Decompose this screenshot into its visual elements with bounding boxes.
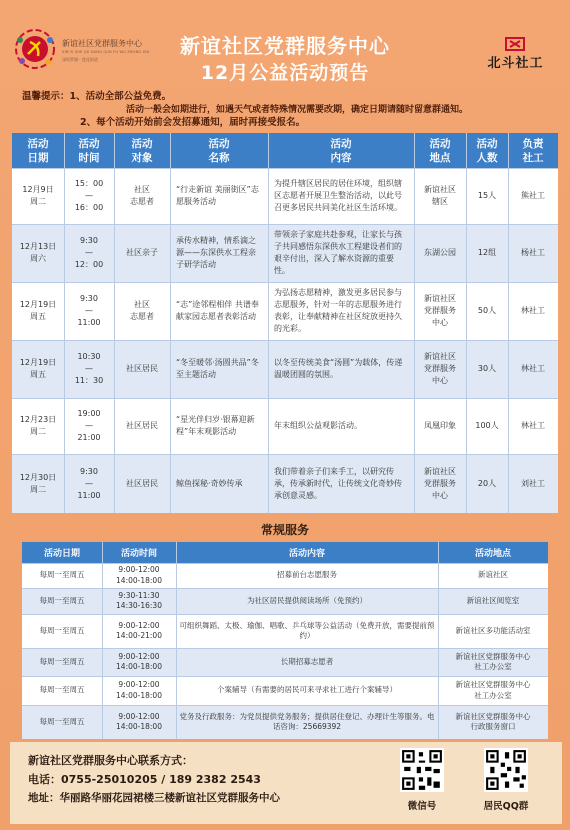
activities-table-header	[12, 133, 558, 168]
regular-cell-location: 新谊社区党群服务中心 行政服务窗口	[455, 711, 531, 731]
activities-header-time: 活动 时间	[78, 137, 100, 164]
activity-cell-content: 年末组织公益观影活动。	[274, 421, 362, 430]
activity-cell-content: 为提升辖区居民的居住环境，组织辖区志愿者开展卫生整治活动，以此号召更多居民共同美化社区生活环境。	[274, 179, 402, 212]
activity-cell-social-worker: 熊社工	[521, 191, 545, 200]
contact-title: 新谊社区党群服务中心联系方式：	[28, 754, 193, 767]
activity-cell-name: 承传水精神，情系滴之源——东深供水工程亲子研学活动	[176, 236, 256, 269]
org-pinyin: XIN YI SHE QU DANG QUN FU WU ZHONG XIN	[62, 50, 150, 54]
activity-cell-date: 12月30日 周二	[19, 472, 57, 494]
regular-cell-location: 新谊社区党群服务中心 社工办公室	[455, 680, 531, 700]
table-row	[22, 563, 548, 588]
regular-header-content: 活动内容	[288, 549, 325, 559]
activity-cell-location: 东湖公园	[424, 248, 456, 257]
activity-cell-date: 12月13日 周六	[19, 242, 57, 263]
notice-line-3: 2、每个活动开始前会发招募通知，届时再接受报名。	[80, 117, 306, 128]
activity-cell-location: 新谊社区 党群服务 中心	[424, 466, 456, 500]
org-name: 新谊社区党群服务中心	[62, 39, 142, 48]
regular-cell-time: 9:00-12:00 14:00-18:00	[116, 651, 162, 671]
activity-cell-social-worker: 林社工	[521, 364, 545, 373]
regular-cell-date: 每周一至周五	[39, 656, 85, 666]
row-divider	[12, 398, 558, 399]
row-divider	[22, 705, 548, 706]
activity-cell-target: 社区居民	[126, 478, 158, 488]
column-divider	[170, 133, 171, 513]
table-row	[22, 676, 548, 705]
header	[0, 0, 570, 88]
page-subtitle: 12月公益活动预告	[200, 62, 370, 84]
activity-cell-content: 带领亲子家庭共赴参观，让家长与孩子共同感悟东深供水工程建设者们的艰辛付出，深入了解水资源的重要性。	[274, 230, 402, 275]
activity-cell-name: “星光伴归岁·银幕迎新程”年末观影活动	[176, 415, 255, 436]
table-row	[12, 340, 558, 398]
regular-table-header	[22, 542, 548, 563]
regular-header-time: 活动时间	[120, 549, 157, 559]
table-row	[12, 282, 558, 340]
activity-cell-name: “志”途邻程相伴 共谱奉献家园志愿者表彰活动	[176, 300, 259, 321]
wechat-qr-label: 微信号	[407, 801, 437, 812]
row-divider	[22, 563, 548, 564]
column-divider	[466, 133, 467, 513]
activity-cell-content: 我们带着亲子们来手工，以研究传承，传承新时代，让传统文化奇妙传承创意灵感。	[274, 466, 402, 500]
partner-mark-icon	[504, 36, 526, 52]
table-row	[22, 705, 548, 739]
row-divider	[22, 676, 548, 677]
regular-cell-content: 个案辅导（有需要的居民可来寻求社工进行个案辅导）	[217, 685, 397, 695]
activity-cell-social-worker: 林社工	[521, 306, 545, 315]
activity-cell-date: 12月19日 周五	[19, 300, 57, 321]
activity-cell-time: 10:30 — 11：30	[74, 352, 104, 385]
regular-cell-location: 新谊社区	[478, 570, 508, 580]
activity-cell-target: 社区亲子	[126, 248, 158, 257]
org-logo	[14, 28, 174, 72]
column-divider	[508, 133, 509, 513]
partner-name: 北斗社工	[487, 56, 544, 71]
column-divider	[268, 133, 269, 513]
activity-cell-time: 9:30 — 11:00	[77, 294, 101, 327]
row-divider	[12, 168, 558, 169]
page-title: 新谊社区党群服务中心	[180, 34, 390, 58]
activity-cell-name: “行走新谊 美丽街区”志愿服务活动	[176, 185, 259, 206]
row-divider	[22, 588, 548, 589]
regular-cell-time: 9:00-12:00 14:00-18:00	[116, 680, 162, 700]
row-divider	[12, 224, 558, 225]
activity-cell-count: 30人	[477, 364, 497, 373]
activity-cell-name: 鲸鱼探秘·奇妙传承	[176, 478, 243, 488]
activity-cell-time: 19:00 — 21:00	[77, 409, 101, 442]
qq-group-qr-label: 居民QQ群	[483, 801, 529, 812]
activity-cell-count: 50人	[477, 306, 497, 315]
activity-cell-name: “冬至暖邻·汤圆共品”冬至主题活动	[176, 358, 259, 379]
row-divider	[12, 454, 558, 455]
regular-cell-time: 9:30-11:30 14:30-16:30	[116, 590, 162, 610]
notice-line-2: 活动一般会如期进行，如遇天气或者特殊情况需要改期，确定日期请随时留意群通知。	[126, 105, 469, 115]
table-row	[12, 224, 558, 282]
activity-cell-date: 12月9日 周二	[22, 185, 54, 206]
regular-cell-time: 9:00-12:00 14:00-21:00	[116, 620, 162, 640]
row-divider	[22, 614, 548, 615]
activity-cell-target: 社区居民	[126, 421, 158, 430]
table-row	[12, 168, 558, 224]
activity-cell-time: 9:30 — 12：00	[74, 236, 104, 269]
activities-header-date: 活动 日期	[27, 137, 49, 164]
activity-cell-content: 为弘扬志愿精神，激发更多居民参与志愿服务，针对一年的志愿服务进行表彰，让奉献精神在社区绽放更持久的光彩。	[274, 288, 402, 333]
column-divider	[64, 133, 65, 513]
row-divider	[12, 340, 558, 341]
activity-cell-count: 12组	[477, 248, 497, 257]
column-divider	[114, 133, 115, 513]
regular-cell-time: 9:00-12:00 14:00-18:00	[116, 711, 162, 731]
regular-cell-content: 招募前台志愿服务	[277, 570, 337, 580]
regular-cell-location: 新谊社区多功能活动室	[455, 625, 531, 635]
contact-address: 地址：华丽路华丽花园裙楼三楼新谊社区党群服务中心	[28, 792, 280, 804]
activity-cell-target: 社区 志愿者	[130, 300, 154, 321]
notice-line-1: 温馨提示：1、活动全部公益免费。	[22, 91, 172, 102]
activity-cell-location: 新谊社区 辖区	[424, 185, 456, 206]
activities-table	[12, 133, 558, 513]
regular-cell-location: 新谊社区党群服务中心 社工办公室	[455, 651, 531, 671]
regular-services-table	[22, 542, 548, 739]
activity-cell-time: 15：00 — 16：00	[74, 179, 104, 212]
contact-footer	[10, 742, 562, 824]
regular-cell-date: 每周一至周五	[39, 570, 85, 580]
activity-cell-location: 新谊社区 党群服务 中心	[424, 294, 456, 327]
row-divider	[22, 648, 548, 649]
activity-cell-time: 9:30 — 11:00	[77, 466, 101, 500]
regular-header-location: 活动地点	[474, 549, 511, 559]
table-row	[22, 614, 548, 648]
regular-header-date: 活动日期	[43, 549, 80, 559]
regular-cell-date: 每周一至周五	[39, 595, 85, 605]
activity-cell-content: 以冬至传统美食“汤圆”为载体，传递温暖团圆的氛围。	[274, 358, 403, 379]
table-row	[22, 648, 548, 676]
regular-cell-content: 为社区居民提供阅读场所（免预约）	[247, 595, 367, 605]
table-row	[12, 398, 558, 454]
activities-header-count: 活动 人数	[476, 137, 498, 164]
activity-cell-target: 社区 志愿者	[130, 185, 154, 206]
contact-phone: 电话：0755-25010205 / 189 2382 2543	[28, 773, 261, 786]
regular-cell-location: 新谊社区阅览室	[466, 595, 520, 605]
regular-cell-content: 长期招募志愿者	[280, 656, 334, 666]
regular-cell-time: 9:00-12:00 14:00-18:00	[116, 565, 162, 585]
activity-cell-count: 20人	[477, 478, 497, 488]
regular-services-title: 常规服务	[260, 523, 309, 537]
table-row	[22, 588, 548, 614]
table-row	[12, 454, 558, 513]
regular-cell-content: 党务及行政服务：为党员提供党务服务；提供居住登记、办理计生等服务。电话咨询：25669392	[179, 711, 435, 731]
activities-header-content: 活动 内容	[330, 137, 352, 164]
activity-cell-date: 12月23日 周二	[19, 415, 57, 436]
activities-header-location: 活动 地点	[429, 137, 451, 164]
wechat-qr-code-icon[interactable]	[400, 748, 444, 792]
activity-cell-target: 社区居民	[126, 364, 158, 373]
activity-cell-social-worker: 林社工	[521, 421, 545, 430]
regular-cell-date: 每周一至周五	[39, 685, 85, 695]
regular-cell-content: 可组织舞蹈、太极、瑜伽、唱歌、乒乓球等公益活动（免费开放，需要提前预约）	[179, 620, 435, 640]
activities-header-target: 活动 对象	[131, 137, 153, 164]
column-divider	[438, 542, 439, 739]
activity-cell-count: 100人	[475, 421, 499, 430]
qq-group-qr-code-icon[interactable]	[484, 748, 528, 792]
regular-cell-date: 每周一至周五	[39, 625, 85, 635]
activity-cell-location: 新谊社区 党群服务 中心	[424, 352, 456, 385]
activity-cell-location: 凤凰印象	[424, 421, 456, 430]
activity-cell-social-worker: 杨社工	[521, 248, 545, 257]
activity-cell-social-worker: 刘社工	[521, 478, 545, 488]
activity-cell-date: 12月19日 周五	[19, 358, 57, 379]
party-emblem-icon	[14, 28, 56, 70]
activities-header-social-worker: 负责 社工	[522, 137, 544, 164]
regular-cell-date: 每周一至周五	[39, 716, 85, 726]
column-divider	[102, 542, 103, 739]
column-divider	[414, 133, 415, 513]
org-sub: 深圳罗湖 · 莲花街道	[62, 57, 98, 62]
activity-cell-count: 15人	[477, 191, 497, 200]
partner-logo	[468, 38, 563, 70]
column-divider	[176, 542, 177, 739]
row-divider	[12, 282, 558, 283]
activities-header-name: 活动 名称	[208, 137, 230, 164]
